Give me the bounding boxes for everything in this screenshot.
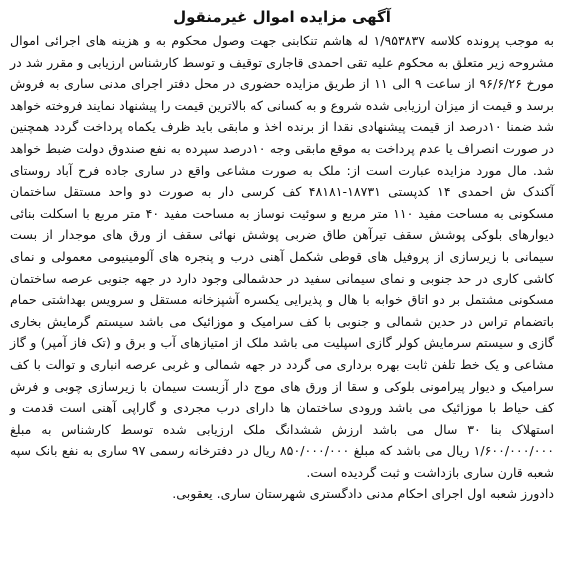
notice-signature: دادورز شعبه اول اجرای احکام مدنی دادگستری شهرستان ساری. یعقوبی. — [172, 486, 554, 502]
notice-title: آگهی مزایده اموال غیرمنقول — [173, 8, 391, 26]
notice-body: به موجب پرونده کلاسه ۱/۹۵۳۸۳۷ له هاشم تنکابنی جهت وصول محکوم به و هزینه های اجرائی اموال مشروحه زیر متعلق به محکوم علیه تقی احمدی قاجاری توقیف و توسط کارشناس ارزیابی و مقرر شد در مورخ ۹۶/۶/۲۶ از ساعت ۹ الی ۱۱ از طریق مزایده حضوری در محل دفتر اجرای مدنی ساری به فروش برسد و قیمت از میزان ارزیابی شده شروع و به کسانی که بالاترین قیمت را پیشنهاد نمایند فروخته خواهد شد ضمنا ۱۰درصد از قیمت پیشنهادی نقدا از برنده اخذ و مابقی باید ظرف یکماه پرداخت گردد همچنین در صورت انصراف یا عدم پرداخت به موقع مابقی وجه ۱۰درصد سپرده به نفع صندوق دولت ضبط خواهد شد. مال مورد مزایده عبارت است از: ملک به صورت مشاعی واقع در ساری جاده فرح آباد روستای آکندک ش احمدی ۱۴ کدپستی ۱۸۷۳۱-۴۸۱۸۱ کف کرسی دار به صورت دو واحد مستقل ساختمان مسکونی به مساحت مفید ۱۱۰ متر مربع و سوئیت نوساز به مساحت مفید ۴۰ متر مربع با اسکلت بنائی دیوارهای بلوکی پوشش سقف تیرآهن طاق ضربی پوشش نهائی سقف از ورق های موجدار از بست سیمانی با زیرسازی از پروفیل های قوطی شکمل آهنی درب و پنجره های آلومینیومی معمولی و نمای کاشی کاری در حد جنوبی و نمای سیمانی سفید در حدشمالی وجود دارد در جهه جنوبی عرصه ساختمان مسکونی مشتمل بر دو اتاق خوابه با هال و پذیرایی یکسره آشپزخانه مستقل و سرویس بهداشتی حمام باتضمام تراس در حدین شمالی و جنوبی با کف سرامیک و موزائیک می باشد سیستم گرمایش بخاری گازی و سیستم سرمایش کولر گازی اسپلیت می باشد ملک از امتیازهای آب و برق و (تک فاز آمپر) و گاز مشاعی و یک خط تلفن ثابت بهره برداری می گردد در جهه شمالی و غربی عرصه انباری و توالت با کف سرامیک و دیوار پیرامونی بلوکی و سقا از ورق های موج دار آزبست سیمان با زیرسازی چوبی و فرش کف حیاط با موزائیک می باشد ورودی ساختمان ها دارای درب مجردی و گاراپی آهنی است قدمت و استهلاک بنا ۳۰ سال می باشد ارزش ششدانگ ملک ارزیابی شده توسط کارشناس به مبلغ ۱/۶۰۰/۰۰۰/۰۰۰ ریال می باشد که مبلغ ۸۵۰/۰۰۰/۰۰۰ ریال در دفترخانه رسمی ۹۷ ساری به نفع بانک سپه شعبه قارن ساری بازداشت و ثبت گردیده است. — [10, 33, 555, 480]
